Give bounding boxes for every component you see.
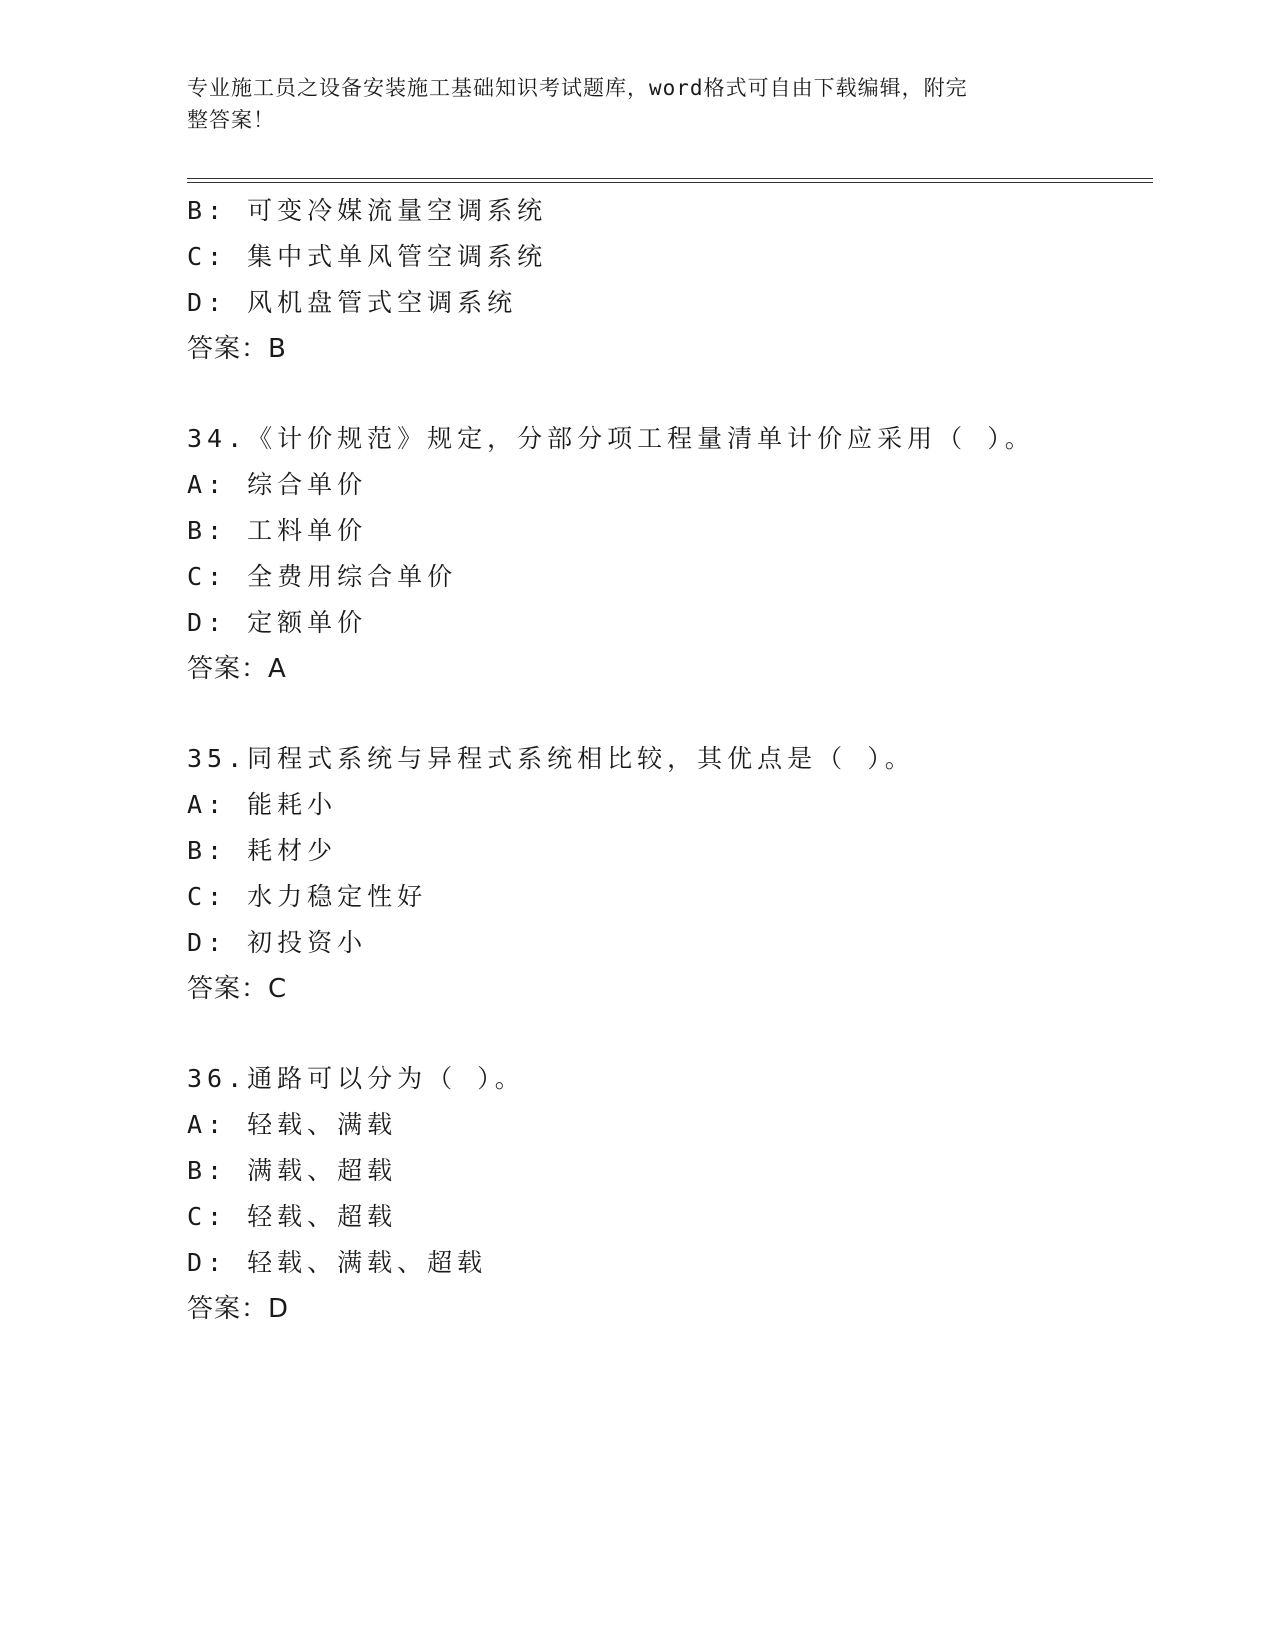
question-block-36 — [187, 1056, 1153, 1332]
option-c: C: 集中式单风管空调系统 — [187, 242, 548, 271]
header-divider-top — [187, 178, 1153, 179]
option-d: D: 轻载、满载、超载 — [187, 1248, 488, 1277]
header-title-line-2: 整答案！ — [187, 108, 275, 132]
spacer — [187, 1012, 1153, 1056]
answer-line: 答案：B — [187, 334, 287, 364]
document-header — [187, 72, 1067, 136]
question-block-33 — [187, 188, 1153, 372]
option-d: D: 定额单价 — [187, 608, 368, 637]
answer-line: 答案：C — [187, 974, 288, 1004]
spacer — [187, 372, 1153, 416]
answer-line: 答案：D — [187, 1294, 290, 1324]
question-text: 35.同程式系统与异程式系统相比较，其优点是（ ）。 — [187, 744, 915, 773]
option-b: B: 可变冷媒流量空调系统 — [187, 196, 548, 225]
option-c: C: 水力稳定性好 — [187, 882, 428, 911]
header-divider-bottom — [187, 182, 1153, 183]
option-b: B: 满载、超载 — [187, 1156, 398, 1185]
option-b: B: 工料单价 — [187, 516, 368, 545]
question-block-34 — [187, 416, 1153, 692]
question-block-35 — [187, 736, 1153, 1012]
option-c: C: 轻载、超载 — [187, 1202, 398, 1231]
option-b: B: 耗材少 — [187, 836, 338, 865]
question-text: 34.《计价规范》规定，分部分项工程量清单计价应采用（ ）。 — [187, 424, 1035, 453]
header-title-line-1: 专业施工员之设备安装施工基础知识考试题库，word格式可自由下载编辑，附完 — [187, 76, 968, 100]
option-c: C: 全费用综合单价 — [187, 562, 458, 591]
option-d: D: 初投资小 — [187, 928, 368, 957]
option-d: D: 风机盘管式空调系统 — [187, 288, 518, 317]
option-a: A: 轻载、满载 — [187, 1110, 398, 1139]
option-a: A: 综合单价 — [187, 470, 368, 499]
spacer — [187, 692, 1153, 736]
question-list — [187, 188, 1153, 1332]
answer-line: 答案：A — [187, 654, 287, 684]
option-a: A: 能耗小 — [187, 790, 338, 819]
question-text: 36.通路可以分为（ ）。 — [187, 1064, 525, 1093]
